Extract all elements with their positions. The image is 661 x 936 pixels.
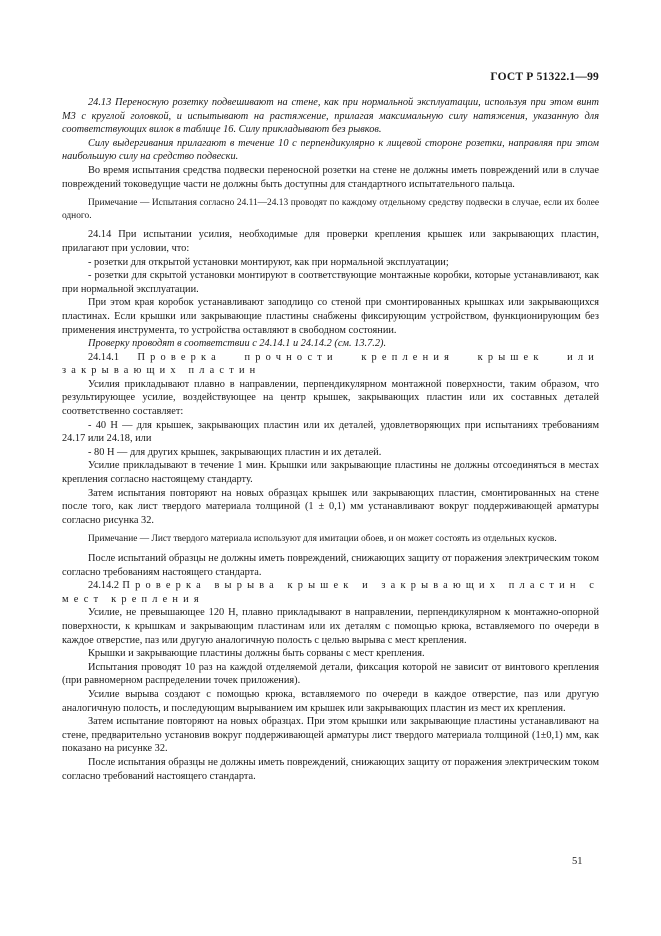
- section-heading: [62, 579, 599, 606]
- section-title: Проверка прочности крепления крышек или закрывающих пластин: [62, 351, 599, 377]
- list-item: - розетки для открытой установки монтируют, как при нормальной эксплуатации;: [88, 256, 449, 268]
- paragraph: При этом края коробок устанавливают заподлицо со стеной при смонтированных крышках или закрывающихся пластинах. Если крышки или закрывающие пластины снабжены фиксирующим устройством, функционирующим без применения инструмента, то устройства оставляют в свободном состоянии.: [62, 297, 599, 336]
- section-heading: [62, 351, 599, 378]
- list-item: - розетки для скрытой установки монтируют в соответствующие монтажные коробки, которые устанавливают, как при нормальной эксплуатации.: [62, 270, 599, 295]
- section-number: 24.14.2: [88, 580, 120, 592]
- document-header: ГОСТ Р 51322.1—99: [490, 71, 599, 83]
- paragraph: Силу выдергивания прилагают в течение 10 с перпендикулярно к лицевой стороне розетки, направляя при этом наибольшую силу на средство подвески.: [62, 137, 599, 163]
- paragraph: 24.13 Переносную розетку подвешивают на стене, как при нормальной эксплуатации, используя при этом винт M3 с круглой головкой, и испытывают на растяжение, прилагая максимальную силу натяжения, указанную для соответствующих вилок в таблице 16. Силу прикладывают без рывков.: [62, 97, 599, 136]
- list-item: - 40 Н — для крышек, закрывающих пластин или их деталей, удовлетворяющих при испытаниях требованиям 24.17 или 24.18, или: [62, 419, 599, 445]
- page-number: 51: [572, 856, 583, 867]
- paragraph: Усилия прикладывают плавно в направлении, перпендикулярном монтажной поверхности, таким образом, что результирующее усилие, воздействующее на центр крышек, закрывающих пластин или их составных деталей соответственно составляет:: [62, 378, 599, 418]
- paragraph: Проверку проводят в соответствии с 24.14.1 и 24.14.2 (см. 13.7.2).: [88, 338, 387, 350]
- paragraph: Во время испытания средства подвески переносной розетки на стене не должны иметь повреждений или в случае повреждений токоведущие части не должны быть доступны для стандартного испытательного пальца.: [62, 164, 599, 190]
- paragraph: Затем испытания повторяют на новых образцах крышек или закрывающих пластин, смонтированных на стене после того, как лист твердого материала толщиной (1 ± 0,1) мм устанавливают вокруг поддерживающей арматуры согласно рисунка 32.: [62, 487, 599, 526]
- paragraph: Усилие вырыва создают с помощью крюка, вставляемого по очереди в каждое отверстие, паз или другую аналогичную полость, и последующим вырыванием им крышек или закрывающих пластин из мест их крепления.: [62, 688, 599, 714]
- paragraph: Усилие прикладывают в течение 1 мин. Крышки или закрывающие пластины не должны отсоединяться в местах крепления согласно настоящему стандарту.: [62, 460, 599, 486]
- paragraph: Усилие, не превышающее 120 Н, плавно прикладывают в направлении, перпендикулярном к монтажно-опорной поверхности, к крышкам и закрывающим пластинам или их деталям с помощью крюка, вставляемого по очереди в каждое отверстие, паз или другую аналогичную полость с целью вырыва с мест крепления.: [62, 607, 599, 646]
- note: Примечание — Лист твердого материала используют для имитации обоев, и он может состоять из отдельных кусков.: [88, 534, 557, 545]
- paragraph: После испытания образцы не должны иметь повреждений, снижающих защиту от поражения электрическим током согласно требований настоящего стандарта.: [62, 756, 599, 782]
- paragraph: Крышки и закрывающие пластины должны быть сорваны с мест крепления.: [88, 648, 425, 660]
- section-title: Проверка вырыва крышек и закрывающих пластин с мест крепления: [62, 580, 599, 605]
- paragraph: После испытаний образцы не должны иметь повреждений, снижающих защиту от поражения электрическим током согласно требованиям настоящего стандарта.: [62, 553, 599, 578]
- page-body: [62, 96, 599, 783]
- list-item: - 80 Н — для других крышек, закрывающих пластин и их деталей.: [88, 446, 382, 458]
- paragraph: Затем испытание повторяют на новых образцах. При этом крышки или закрывающие пластины устанавливают на стене, предварительно установив вокруг поддерживающей арматуры лист твердого материала толщиной (1±0,1) мм, как показано на рисунке 32.: [62, 716, 599, 755]
- paragraph: 24.14 При испытании усилия, необходимые для проверки крепления крышек или закрывающих пластин, прилагают при условии, что:: [62, 229, 599, 254]
- paragraph: Испытания проводят 10 раз на каждой отделяемой детали, фиксация которой не зависит от винтового крепления (при равномерном распределении точек приложения).: [62, 661, 599, 687]
- section-number: 24.14.1: [88, 351, 120, 363]
- note: Примечание — Испытания согласно 24.11—24.13 проводят по каждому отдельному средству подвески в случае, если их более одного.: [62, 198, 599, 221]
